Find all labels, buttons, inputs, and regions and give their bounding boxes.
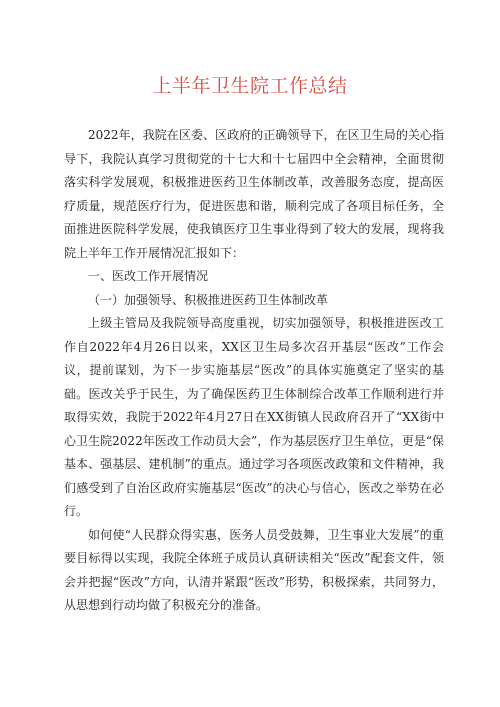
subsection-heading: （一）加强领导、积极推进医药卫生体制改革	[88, 292, 329, 307]
section-heading: 一、医改工作开展情况	[88, 269, 209, 283]
document-title: 上半年卫生院工作总结	[152, 75, 348, 97]
document-body	[64, 124, 444, 618]
paragraph-goals: 如何使“人民群众得实惠，医务人员受鼓舞，卫生事业大发展”的重要目标得以实现，我院全体班子成员认真研读相关“医改”配套文件，领会并把握“医改”方向，认清并紧跟“医改”形势，积极探索，共同努力，从思想到行动均做了积极充分的准备。	[64, 527, 444, 612]
paragraph-intro: 2022年，我院在区委、区政府的正确领导下，在区卫生局的关心指导下，我院认真学习贯彻党的十七大和十七届四中全会精神，全面贯彻落实科学发展观，积极推进医药卫生体制改革，改善服务态度，提高医疗质量，规范医疗行为，促进医患和谐，顺利完成了各项目标任务，全面推进医院科学发展，使我镇医疗卫生事业得到了较大的发展，现将我院上半年工作开展情况汇报如下：	[64, 128, 444, 260]
paragraph-leadership: 上级主管局及我院领导高度重视，切实加强领导，积极推进医改工作自2022年4月26日以来，XX区卫生局多次召开基层“医改”工作会议，提前谋划，为下一步实施基层“医改”的具体实施奠定了坚实的基础。医改关乎于民生，为了确保医药卫生体制综合改革工作顺利进行并取得实效，我院于2022年4月27日在XX街镇人民政府召开了“XX街中心卫生院2022年医改工作动员大会”，作为基层医疗卫生单位，更是“保基本、强基层、建机制”的重点。通过学习各项医改政策和文件精神，我们感受到了自治区政府实施基层“医改”的决心与信心，医改之举势在必行。	[64, 316, 444, 518]
